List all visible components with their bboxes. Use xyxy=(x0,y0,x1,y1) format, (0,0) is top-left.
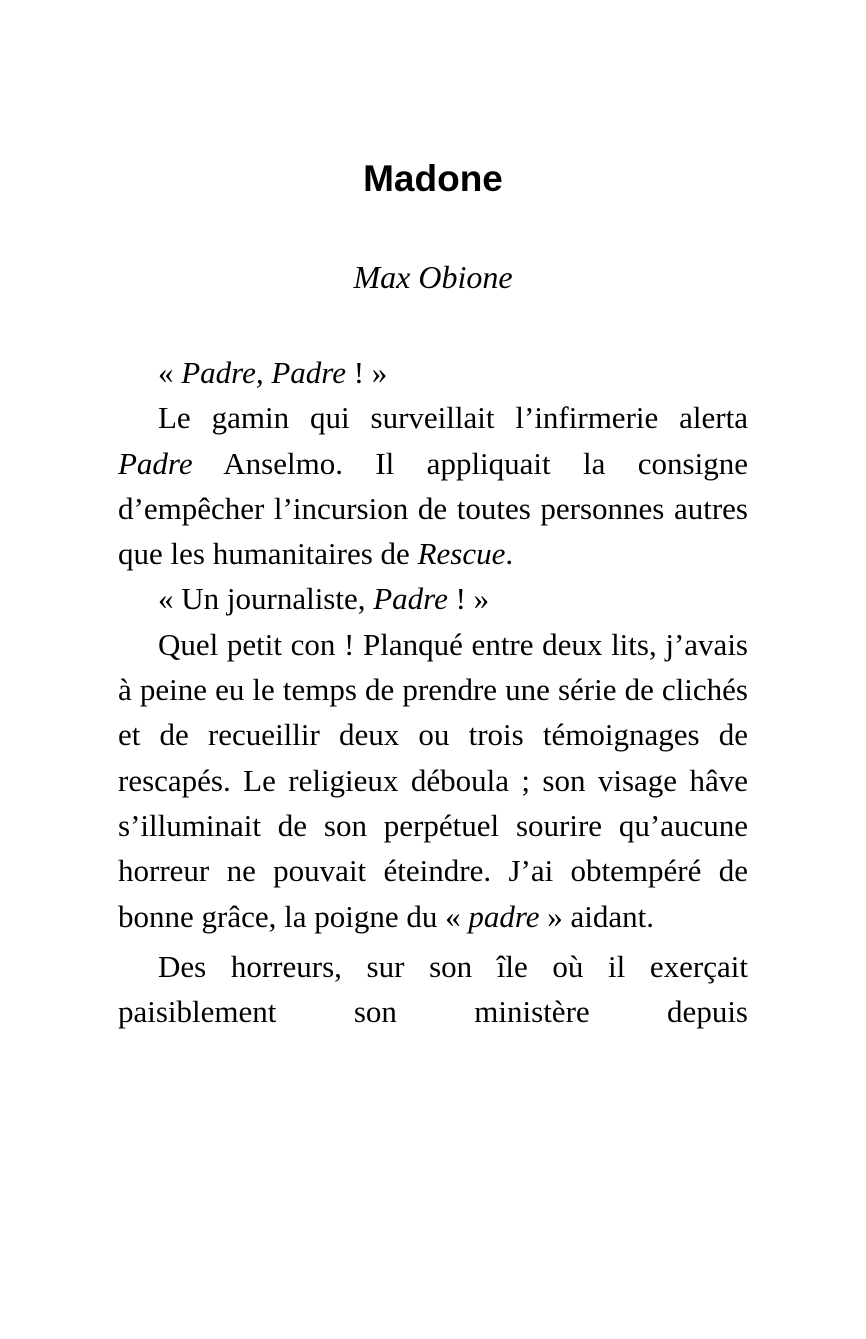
italic-run: Padre, Padre xyxy=(181,355,346,390)
text-run: Des horreurs, sur son île où il exerçait paisiblement son ministère depuis xyxy=(118,948,748,1030)
text-run: ! » xyxy=(447,581,490,617)
text-run: « xyxy=(158,355,182,390)
paragraph-4 xyxy=(118,622,748,939)
paragraph-1 xyxy=(118,350,748,395)
paragraph-2 xyxy=(118,395,748,576)
paragraph-5 xyxy=(118,944,748,1035)
text-run: « Un journaliste, xyxy=(158,581,374,617)
italic-run: padre xyxy=(468,898,540,934)
text-run: Quel petit con ! Planqué entre deux lits, j’avais à peine eu le temps de prendre une série de clichés et de recueillir deux ou trois témoignages de rescapés. Le religieux déboula ; son visage hâve s’illuminait de son perpétuel sourire qu’aucune horreur ne pouvait éteindre. J’ai obtempéré de bonne grâce, la poigne du « xyxy=(118,626,748,934)
paragraph-3 xyxy=(118,576,748,621)
text-run: Le gamin qui surveillait l’infirmerie alerta xyxy=(158,400,748,436)
chapter-title: Madone xyxy=(363,158,503,199)
italic-run: Padre xyxy=(373,581,448,617)
author-name: Max Obione xyxy=(353,259,513,295)
text-run: Anselmo. Il appliquait la consigne d’empêcher l’incursion de toutes personnes autres que les humanitaires de xyxy=(118,445,748,572)
italic-run: Padre xyxy=(118,445,193,481)
text-run: ! » xyxy=(345,355,388,390)
italic-run: Rescue xyxy=(417,536,506,572)
text-run: » aidant. xyxy=(539,898,655,934)
chapter-body xyxy=(118,350,748,1034)
text-run: . xyxy=(505,536,514,572)
